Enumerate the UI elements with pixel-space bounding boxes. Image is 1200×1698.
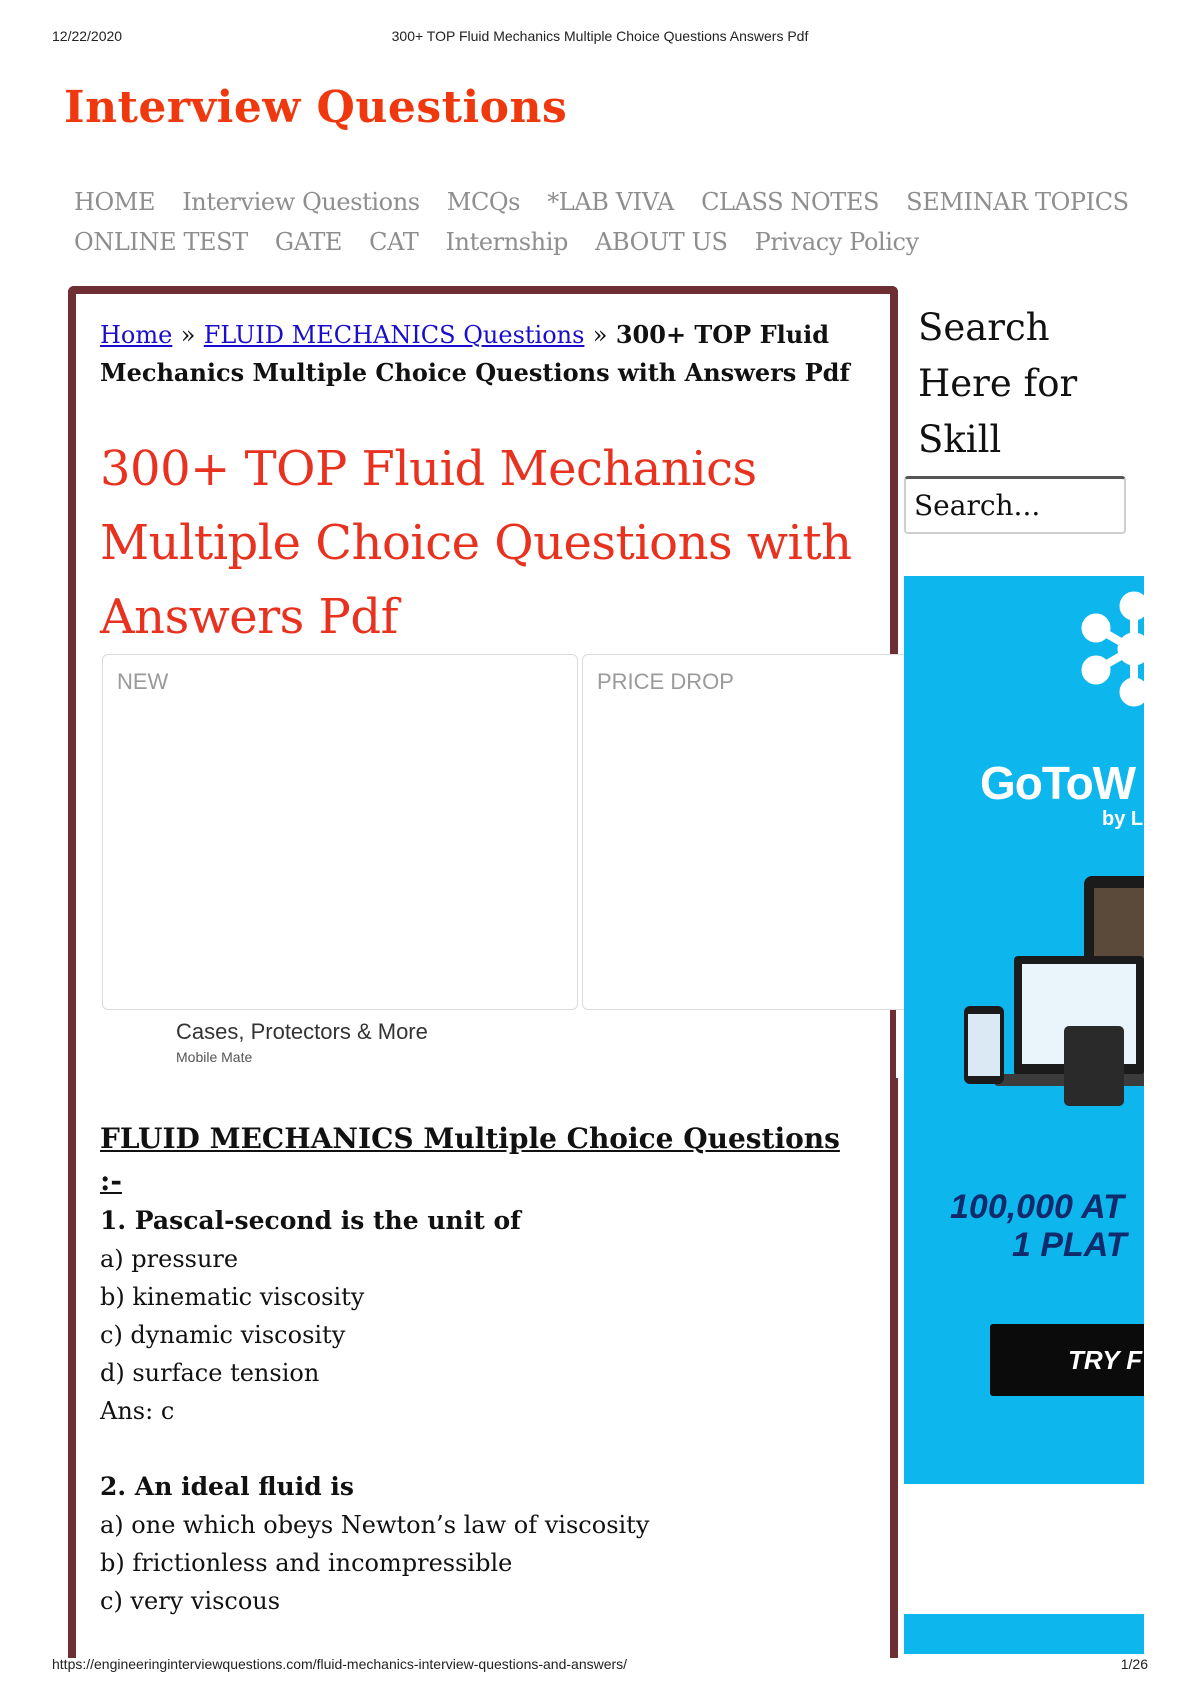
ad-caption[interactable] <box>176 1018 428 1068</box>
ad-card-label: PRICE DROP <box>597 669 734 694</box>
nav-item-seminar-topics[interactable]: SEMINAR TOPICS <box>906 188 1129 216</box>
answer-option: c) very viscous <box>100 1587 281 1615</box>
answer-option: a) one which obeys Newton’s law of viscosity <box>100 1511 650 1539</box>
nav-item-mcqs[interactable]: MCQs <box>446 188 521 216</box>
answer-option: b) kinematic viscosity <box>100 1283 365 1311</box>
sidebar-ad-secondary[interactable] <box>904 1614 1144 1654</box>
print-page-number: 1/26 <box>1120 1656 1148 1672</box>
main-nav <box>74 188 1134 268</box>
nav-item-internship[interactable]: Internship <box>445 228 568 256</box>
answer-option: d) surface tension <box>100 1359 320 1387</box>
sidebar-search-title <box>918 300 1118 468</box>
breadcrumb-category-link[interactable]: FLUID MECHANICS Questions <box>203 321 585 349</box>
nav-row-2 <box>74 228 1134 268</box>
ad-promo-line: 100,000 AT <box>950 1188 1124 1226</box>
print-document-title: 300+ TOP Fluid Mechanics Multiple Choice Questions Answers Pdf <box>391 28 809 44</box>
ad-card-price-drop[interactable] <box>582 654 912 1010</box>
sidebar-search-title-line: Here for <box>918 362 1078 405</box>
nav-item-about-us[interactable]: ABOUT US <box>595 228 728 256</box>
breadcrumb-current: 300+ TOP Fluid Mechanics Multiple Choice Questions with Answers Pdf <box>100 320 850 387</box>
snowflake-icon <box>1082 592 1144 706</box>
answer-option: b) frictionless and incompressible <box>100 1549 513 1577</box>
ad-cta-button[interactable]: TRY F <box>990 1324 1144 1396</box>
ad-byline: by L <box>1102 808 1144 830</box>
ad-panel[interactable] <box>102 654 910 1010</box>
search-input[interactable] <box>904 476 1126 534</box>
section-heading: FLUID MECHANICS Multiple Choice Questions <box>100 1122 840 1155</box>
sidebar-search-title-line: Search <box>918 306 1050 349</box>
ad-caption-title: Cases, Protectors & More <box>176 1019 428 1044</box>
section-heading-suffix: :- <box>100 1164 122 1197</box>
nav-item-gate[interactable]: GATE <box>274 228 343 256</box>
ad-promo-text <box>950 1188 1127 1264</box>
answer-option: c) dynamic viscosity <box>100 1321 346 1349</box>
ad-card-new[interactable] <box>102 654 578 1010</box>
question-text: 2. An ideal fluid is <box>100 1472 354 1501</box>
nav-row-1 <box>74 188 1134 228</box>
nav-item-privacy-policy[interactable]: Privacy Policy <box>754 228 919 256</box>
breadcrumb-separator: » <box>180 321 196 349</box>
ad-card-label: NEW <box>117 669 169 694</box>
nav-item-cat[interactable]: CAT <box>369 228 419 256</box>
question-text: 1. Pascal-second is the unit of <box>100 1206 521 1235</box>
answer-key: Ans: c <box>100 1397 175 1425</box>
breadcrumb <box>100 316 870 391</box>
sidebar-ad[interactable] <box>904 576 1144 1484</box>
post-title: 300+ TOP Fluid Mechanics Multiple Choice Questions with Answers Pdf <box>100 441 852 645</box>
ad-promo-line: 1 PLAT <box>1012 1226 1127 1264</box>
nav-item-lab-viva[interactable]: *LAB VIVA <box>547 188 674 216</box>
article-content <box>100 1118 870 1620</box>
site-title[interactable]: Interview Questions <box>64 82 568 133</box>
print-url: https://engineeringinterviewquestions.com/fluid-mechanics-interview-questions-and-answers/ <box>52 1656 628 1672</box>
ad-advertiser: Mobile Mate <box>176 1049 253 1065</box>
devices-illustration <box>964 876 1144 1106</box>
ad-brand: GoToW <box>980 757 1136 809</box>
nav-item-class-notes[interactable]: CLASS NOTES <box>701 188 880 216</box>
print-footer <box>0 1656 1200 1676</box>
print-date: 12/22/2020 <box>52 28 123 44</box>
spacer <box>100 1430 870 1468</box>
nav-item-online-test[interactable]: ONLINE TEST <box>74 228 248 256</box>
nav-item-home[interactable]: HOME <box>74 188 156 216</box>
breadcrumb-separator: » <box>592 321 608 349</box>
sidebar-search-title-line: Skill <box>918 418 1002 461</box>
nav-item-interview-questions[interactable]: Interview Questions <box>182 188 420 216</box>
breadcrumb-home-link[interactable]: Home <box>100 321 173 349</box>
print-header <box>0 28 1200 48</box>
answer-option: a) pressure <box>100 1245 239 1273</box>
